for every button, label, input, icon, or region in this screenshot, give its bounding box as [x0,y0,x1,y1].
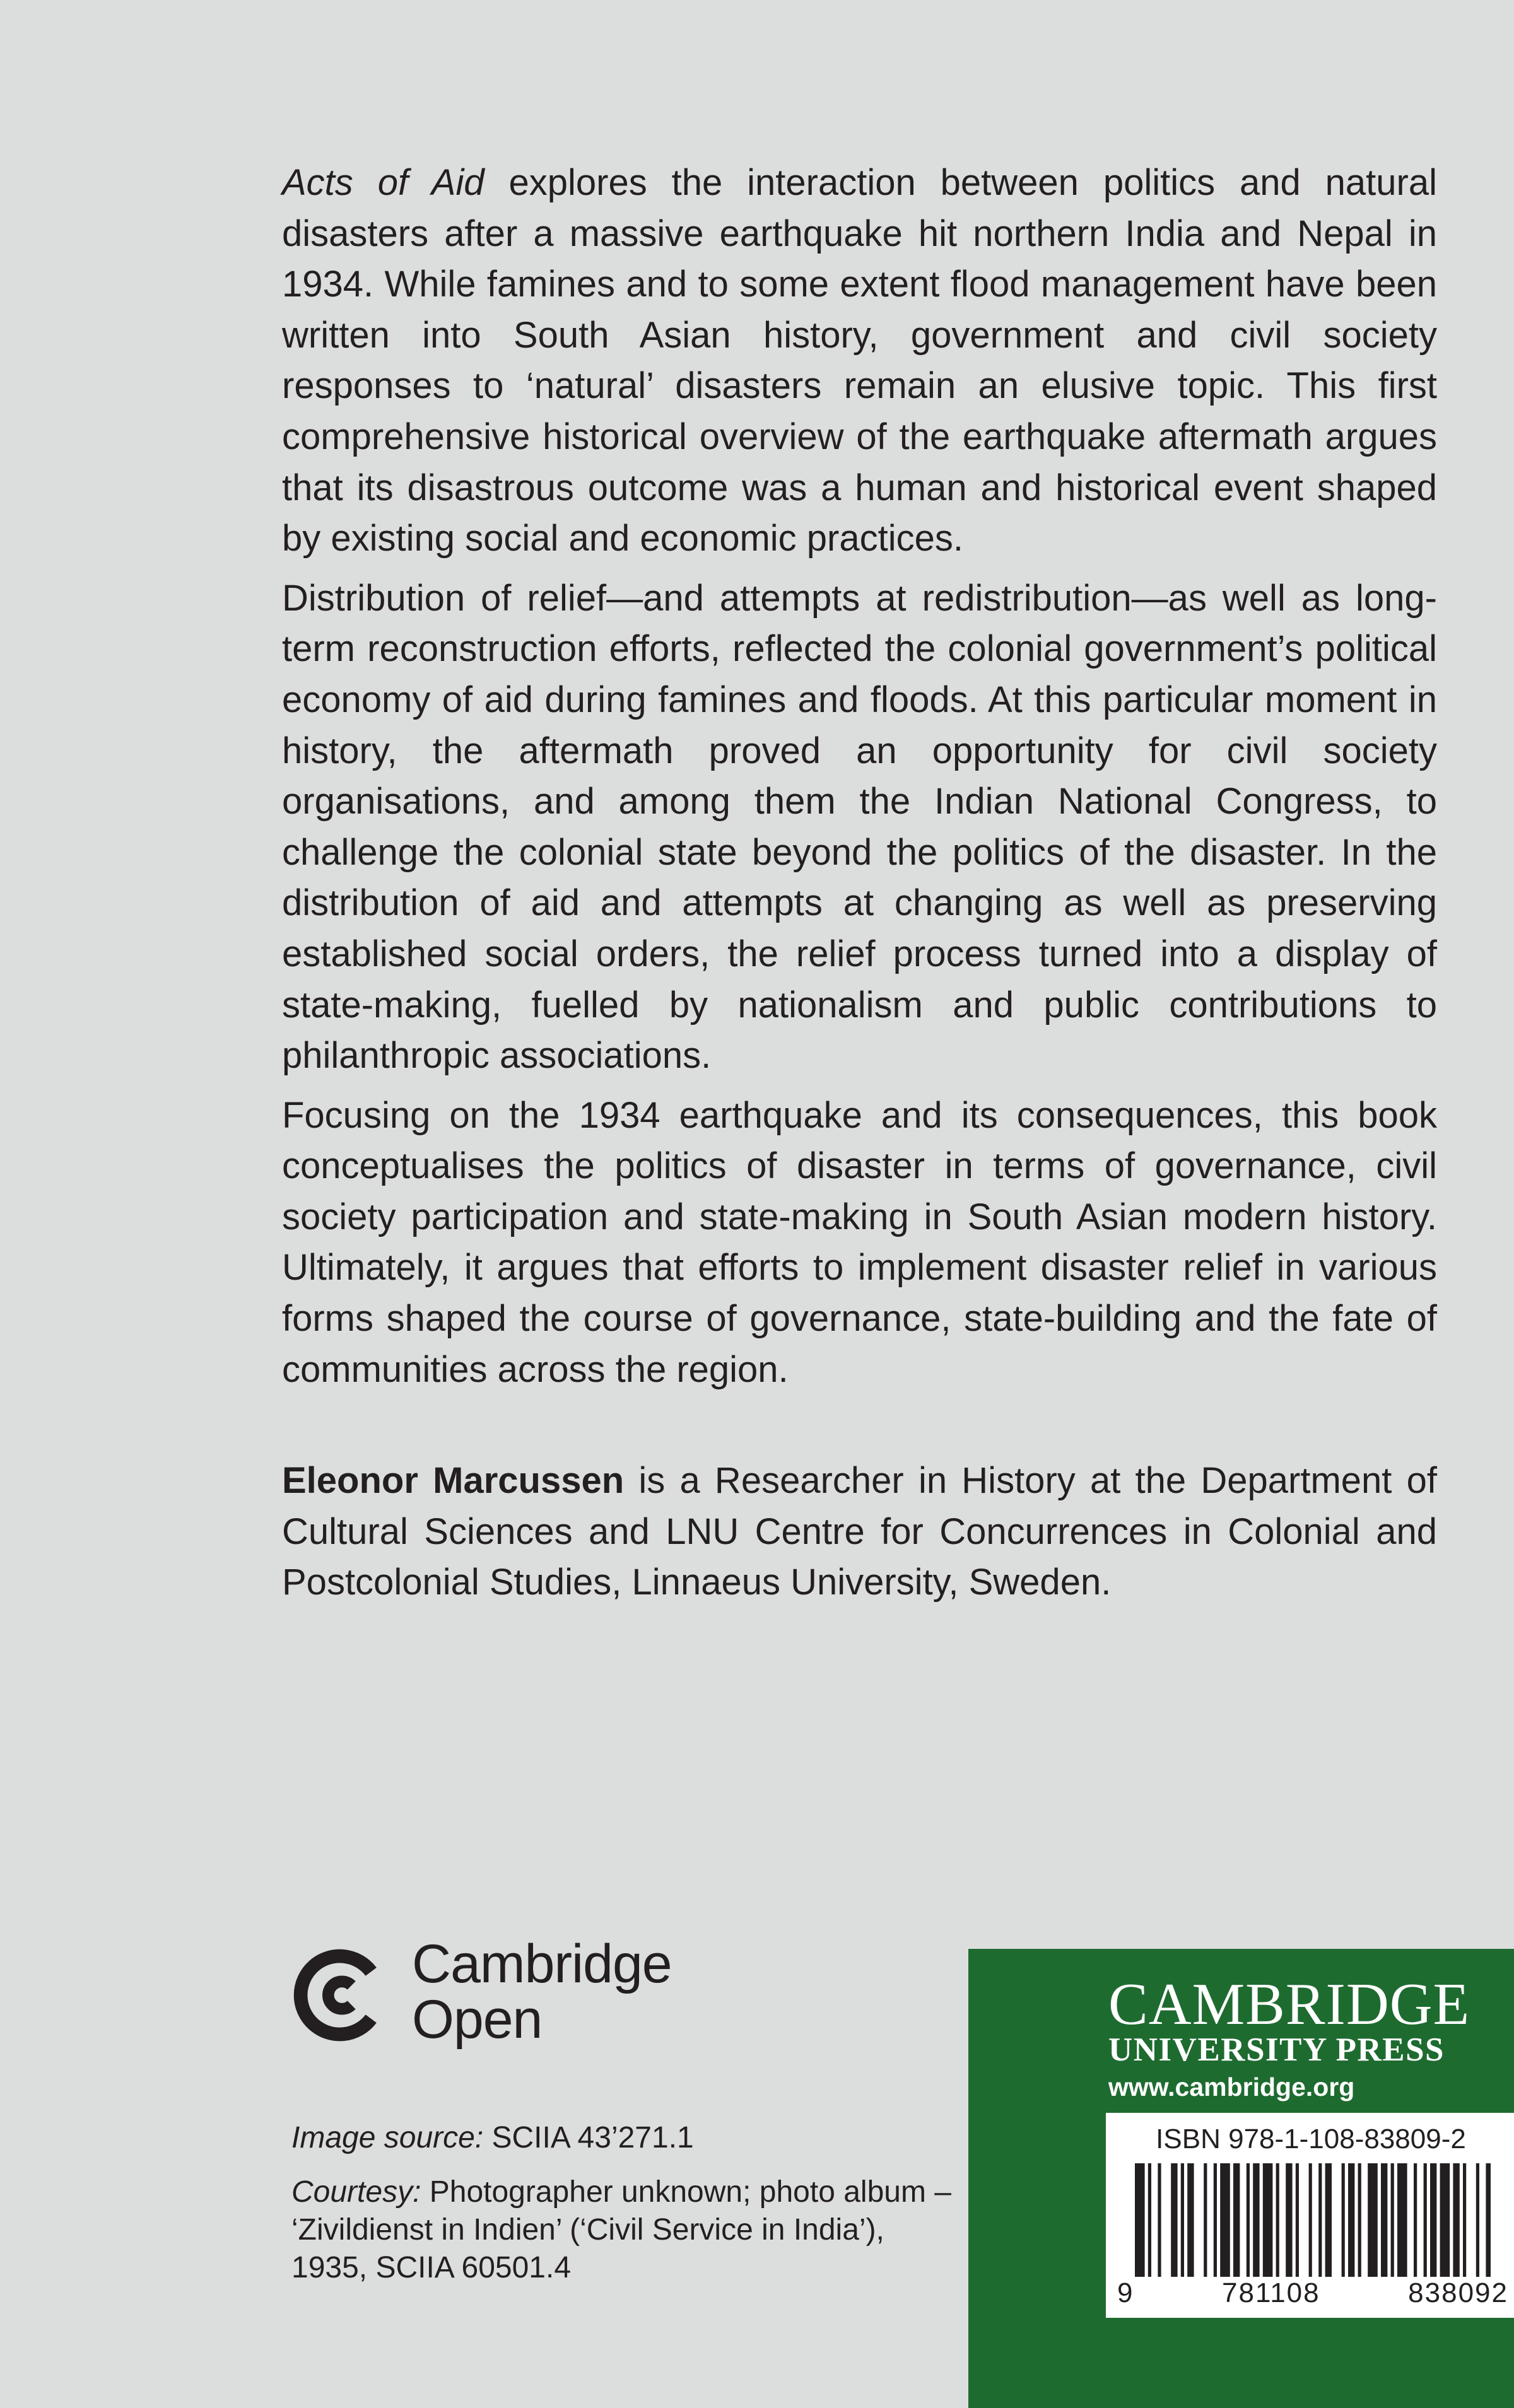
isbn-label: ISBN 978-1-108-83809-2 [1156,2124,1466,2154]
blurb-paragraph-2: Distribution of relief—and attempts at redistribution—as well as long-term reconstruction efforts, reflected the colonial government’s political economy of aid during famines and floods. At this particular moment in history, the aftermath proved an opportunity for civil society organisations, and among them the Indian National Congress, to challenge the colonial state beyond the politics of the disaster. In the distribution of aid and attempts at changing as well as preserving established social orders, the relief process turned into a display of state-making, fuelled by nationalism and public contributions to philanthropic associations. [282,577,1437,1077]
blurb-paragraph-1-text: explores the interaction between politics and natural disasters after a massive earthquake hit northern India and Nepal in 1934. While famines and to some extent flood management have been written into South Asian history, government and civil society responses to ‘natural’ disasters remain an elusive topic. This first comprehensive historical overview of the earthquake aftermath argues that its disastrous outcome was a human and historical event shaped by existing social and economic practices. [282,162,1438,559]
image-source-label: Image source: [291,2121,484,2154]
publisher-website: www.cambridge.org [1108,2072,1355,2101]
courtesy-label: Courtesy: [291,2175,421,2209]
author-name: Eleonor Marcussen [282,1460,625,1502]
courtesy-line [291,2173,954,2287]
cambridge-open-text: Cambridge Open [412,1934,672,2050]
cambridge-open-c-icon [289,1946,387,2044]
image-source-value: SCIIA 43’271.1 [483,2121,694,2154]
publisher-press: UNIVERSITY PRESS [1108,2031,1445,2068]
barcode-bars [1130,2163,1496,2277]
publisher-name: CAMBRIDGE [1108,1972,1470,2037]
author-bio-text: is a Researcher in History at the Department of Cultural Sciences and LNU Centre for Concurrences in Colonial and Postcolonial Studies, Linnaeus University, Sweden. [282,1460,1437,1603]
barcode-digit-group: 781108 [1222,2277,1320,2308]
courtesy-value: Photographer unknown; photo album – ‘Zivildienst in Indien’ (‘Civil Service in India’), 1935, SCIIA 60501.4 [291,2175,951,2284]
publisher-panel [968,1949,1514,2408]
barcode-digit-group: 9 [1117,2277,1134,2308]
back-cover-blurb [282,158,1437,1617]
blurb-paragraph-1 [282,158,1437,564]
image-source-line [291,2119,954,2157]
barcode-digits [1117,2278,1508,2308]
image-credit [291,2119,954,2303]
isbn-barcode [1106,2113,1514,2318]
author-bio [282,1456,1437,1608]
blurb-paragraph-3: Focusing on the 1934 earthquake and its consequences, this book conceptualises the politics of disaster in terms of governance, civil society participation and state-making in South Asian modern history. Ultimately, it argues that efforts to implement disaster relief in various forms shaped the course of governance, state-building and the fate of communities across the region. [282,1094,1437,1390]
barcode-digit-group: 838092 [1408,2277,1508,2308]
book-title: Acts of Aid [282,162,484,203]
cambridge-open-logo [289,1931,743,2064]
